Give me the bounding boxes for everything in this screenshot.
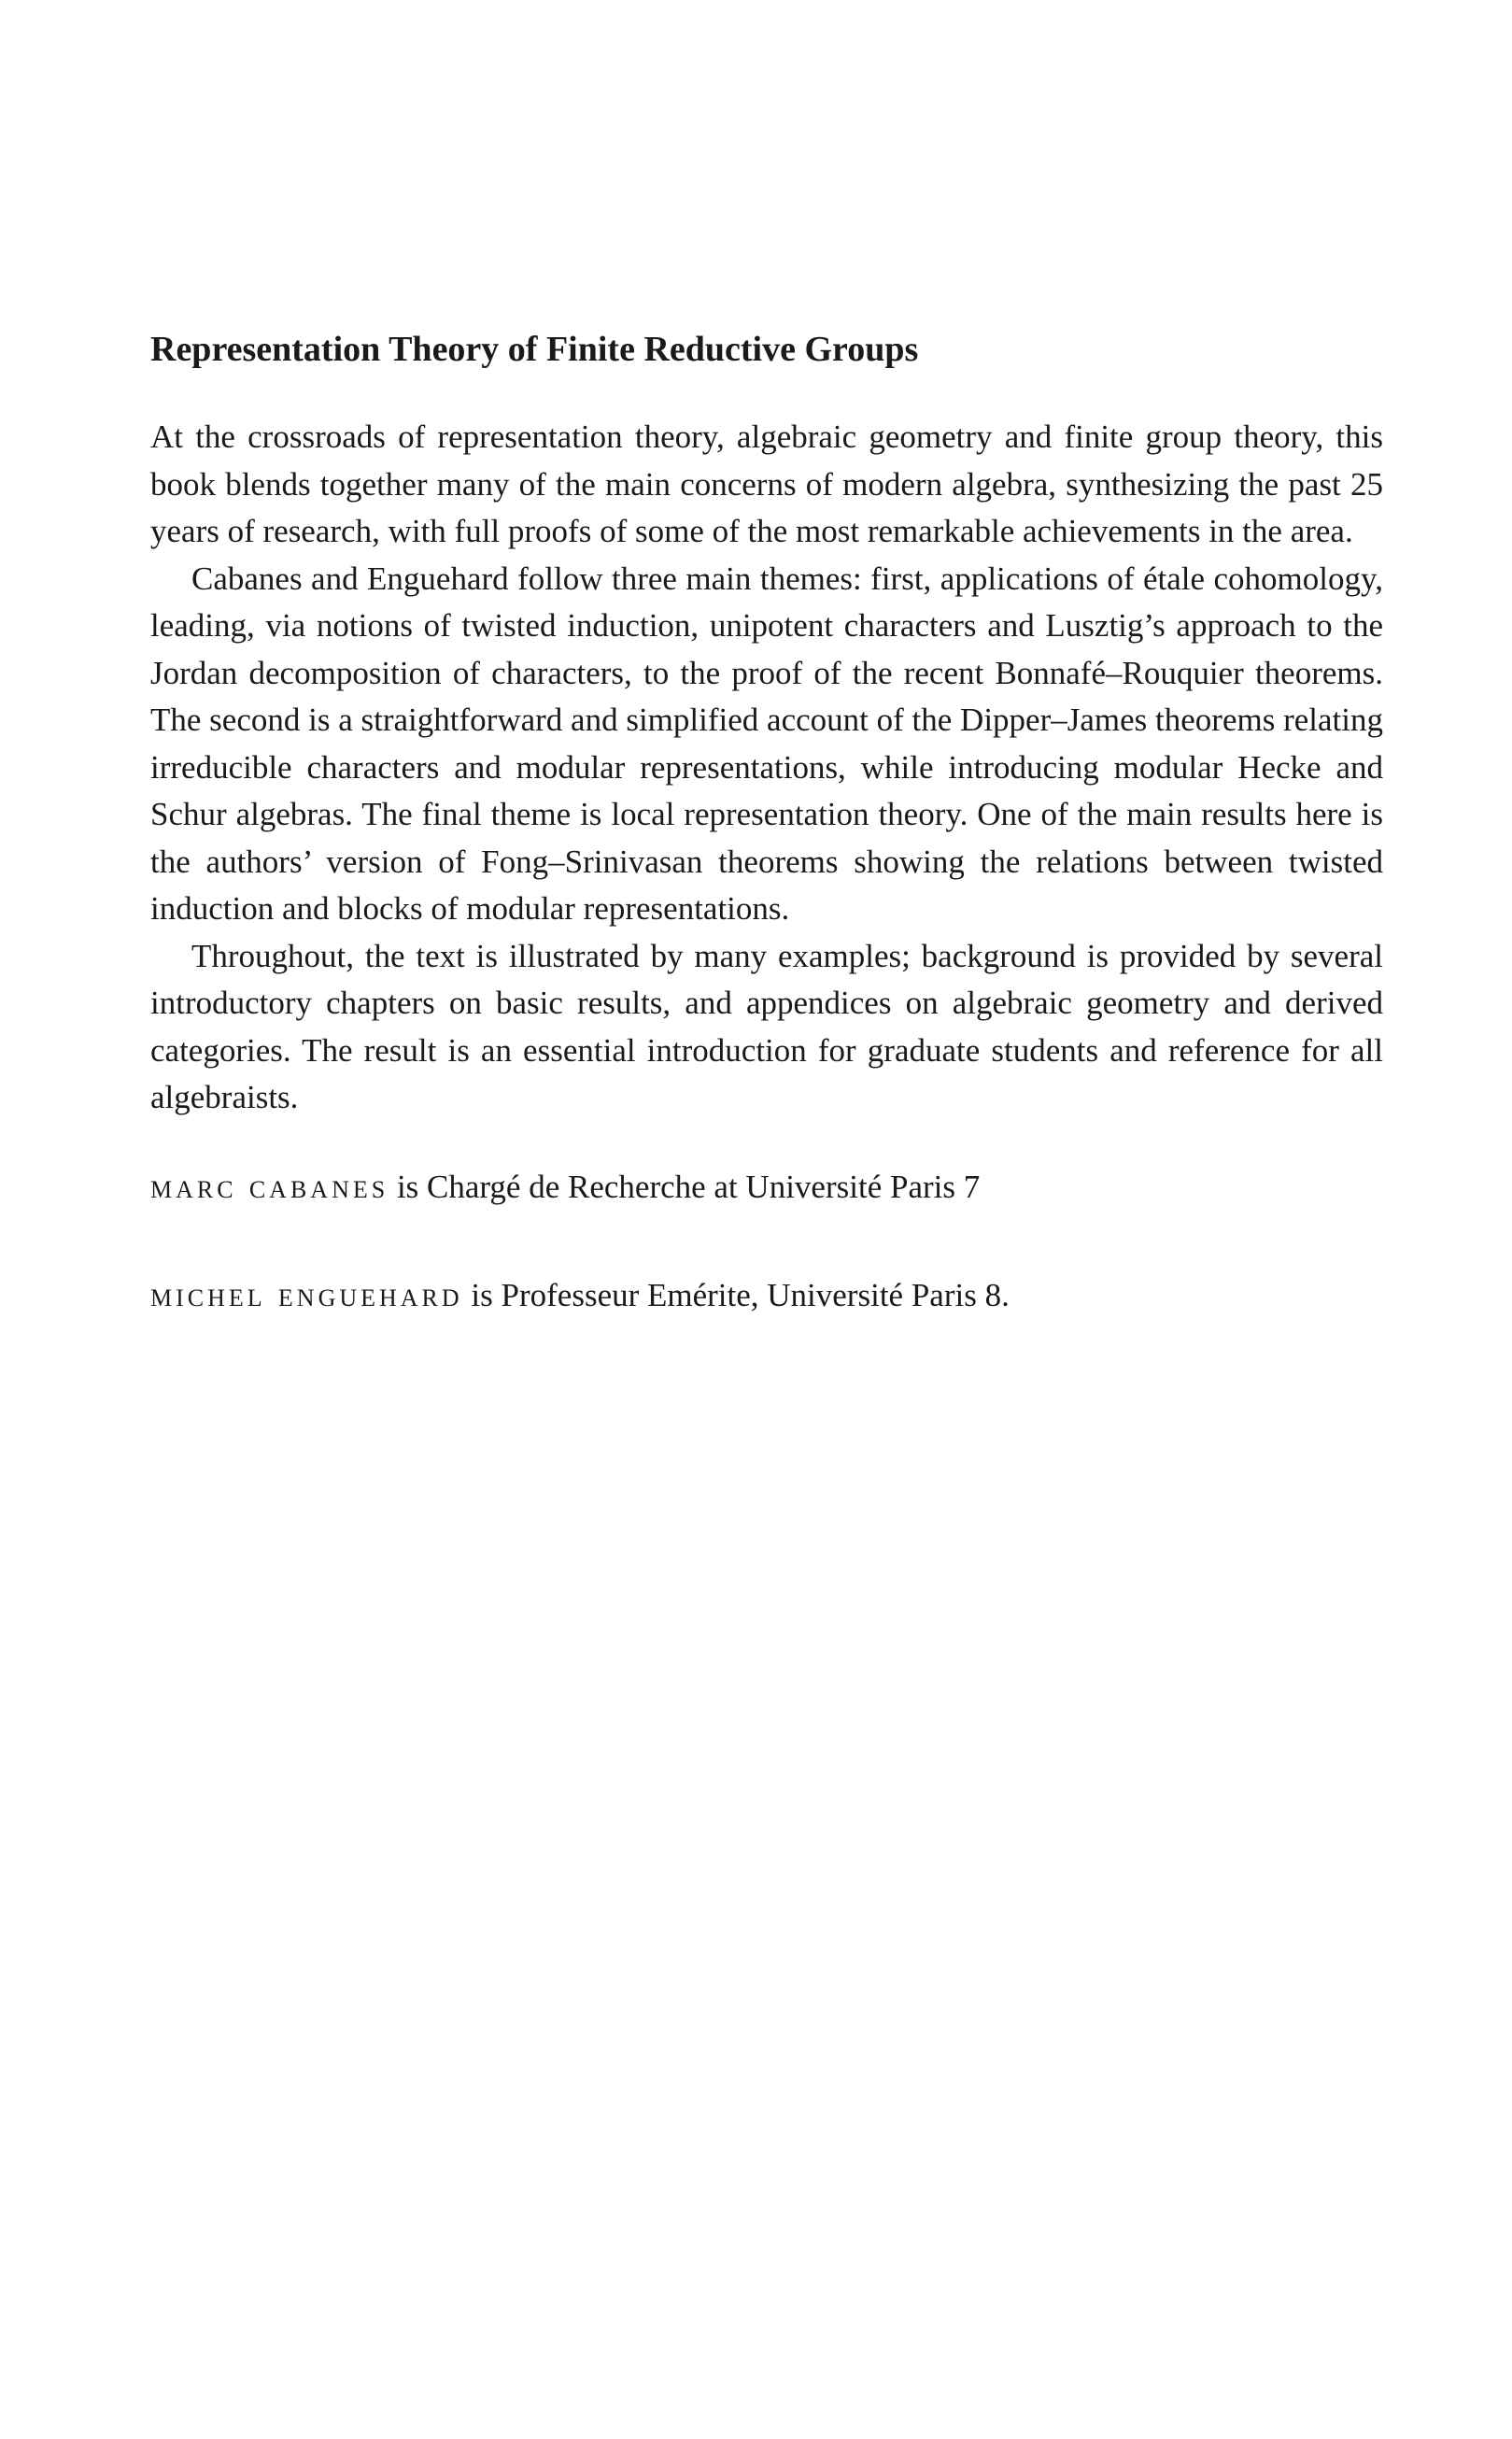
author-name: marc cabanes bbox=[150, 1167, 389, 1206]
author-description: is Professeur Emérite, Université Paris 8. bbox=[471, 1276, 1010, 1313]
blurb-page bbox=[150, 326, 1383, 1319]
author-bio-cabanes bbox=[150, 1164, 1383, 1211]
author-name: michel enguehard bbox=[150, 1275, 463, 1314]
paragraph-intro: At the crossroads of representation theory, algebraic geometry and finite group theory, this book blends together many of the main concerns of modern algebra, synthesizing the past 25 years of research, with full proofs of some of the most remarkable achievements in the area. bbox=[150, 418, 1383, 549]
book-title: Representation Theory of Finite Reductive Groups bbox=[150, 330, 919, 369]
paragraph-summary: Throughout, the text is illustrated by many examples; background is provided by several introductory chapters on basic results, and appendices on algebraic geometry and derived categories. The result is an essential introduction for graduate students and reference for all algebraists. bbox=[150, 937, 1383, 1115]
author-bio-enguehard bbox=[150, 1272, 1383, 1319]
author-description: is Chargé de Recherche at Université Paris 7 bbox=[396, 1168, 981, 1205]
paragraph-themes: Cabanes and Enguehard follow three main themes: first, applications of étale cohomology, leading, via notions of twisted induction, unipotent characters and Lusztig’s approach to the Jordan decomposition of characters, to the proof of the recent Bonnafé–Rouquier theorems. The second is a straightforward and simplified account of the Dipper–James theorems relating irreducible characters and modular representations, while introducing modular Hecke and Schur algebras. The final theme is local representation theory. One of the main results here is the authors’ version of Fong–Srinivasan theorems showing the relations between twisted induction and blocks of modular representations. bbox=[150, 560, 1383, 927]
